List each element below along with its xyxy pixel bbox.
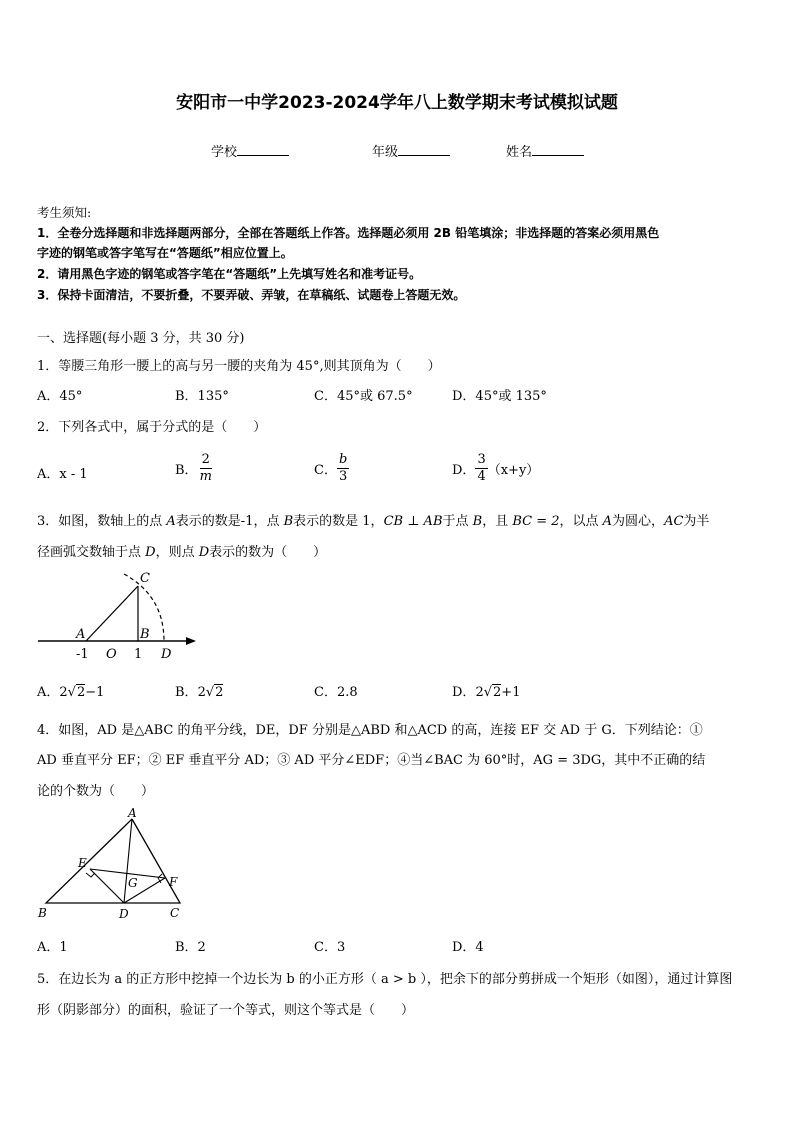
q3-text: 为圆心， <box>612 514 665 529</box>
number-line-arrow <box>186 637 196 645</box>
q1-option-a: A．45° <box>37 389 83 404</box>
notice-item-3: 3．保持卡面清洁，不要折叠，不要弄破、弄皱，在草稿纸、试题卷上答题无效。 <box>37 288 466 302</box>
q3-d-tail: +1 <box>501 685 521 700</box>
triangle-abc <box>46 819 180 903</box>
label-d: D <box>119 907 129 921</box>
q3-var-a: A <box>166 514 176 529</box>
name-label: 姓名 <box>506 145 533 160</box>
q3-b-radicand: 2 <box>215 685 224 700</box>
q3-text: ，以点 <box>559 514 603 529</box>
q1-option-d: D．45°或 135° <box>452 389 547 404</box>
q4-option-c: C．3 <box>314 940 346 955</box>
q3-var-d: D <box>198 545 210 560</box>
label-c: C <box>170 906 180 920</box>
q3-text: 3．如图，数轴上的点 <box>37 514 167 529</box>
q4-line-1: 4．如图，AD 是△ABC 的角平分线，DE，DF 分别是△ABD 和△ACD 的高，连接 EF 交 AD 于 G．下列结论：① <box>37 723 703 738</box>
q4-option-a: A．1 <box>37 940 68 955</box>
label-g: G <box>128 876 138 890</box>
q3-b-label: B． <box>175 685 198 700</box>
q2-c-label: C． <box>314 463 337 478</box>
q2-c-fraction <box>337 452 349 485</box>
q3-text: 于点 <box>442 514 473 529</box>
q3-number-line-figure <box>36 566 206 664</box>
q2-d-label: D． <box>452 463 476 478</box>
school-label: 学校 <box>211 145 238 160</box>
q2-d-den: 4 <box>477 469 486 484</box>
q3-a-label: A． <box>37 685 60 700</box>
label-b: B <box>140 627 150 642</box>
segment-ad <box>124 819 132 903</box>
q3-condition-perpendicular: CB ⊥ AB <box>383 514 443 529</box>
q3-option-a: A．2√2−1 <box>37 685 105 700</box>
q3-condition-bc: BC = 2 <box>512 514 560 529</box>
notice-item-1: 1．全卷分选择题和非选择题两部分，全部在答题纸上作答。选择题必须用 2B 铅笔填涂；非选择题的答案必须用黑色 <box>37 226 660 240</box>
q1-stem: 1．等腰三角形一腰上的高与另一腰的夹角为 45°,则其顶角为（ ） <box>37 359 441 374</box>
q2-option-d <box>452 452 539 485</box>
q3-line-2 <box>37 541 326 560</box>
q2-d-fraction <box>475 452 487 485</box>
q4-line-3: 论的个数为（ ） <box>37 784 155 799</box>
q3-text: ，则点 <box>155 545 199 560</box>
q3-line-1 <box>37 510 709 529</box>
q2-b-num: 2 <box>201 452 210 467</box>
q3-var-ac: AC <box>664 514 684 529</box>
notice-item-1-cont: 字迹的钢笔或答字笔写在“答题纸”相应位置上。 <box>37 246 293 260</box>
q1-option-c: C．45°或 67.5° <box>314 389 413 404</box>
q4-triangle-figure <box>34 805 194 923</box>
label-d: D <box>161 647 172 662</box>
name-field <box>506 141 584 160</box>
q2-b-label: B． <box>175 463 198 478</box>
q3-var-b: B <box>283 514 294 529</box>
q2-b-fraction <box>198 452 214 485</box>
notice-heading: 考生须知: <box>37 205 92 220</box>
q3-var-b: B <box>472 514 483 529</box>
q1-option-b: B．135° <box>175 389 229 404</box>
q3-d-radicand: 2 <box>493 685 502 700</box>
q3-option-d: D．2√2+1 <box>452 685 521 700</box>
label-neg1: -1 <box>76 647 89 662</box>
q3-text: 表示的数为（ ） <box>209 545 327 560</box>
q2-option-a: A．x - 1 <box>37 467 88 482</box>
q2-option-c <box>314 452 349 485</box>
exam-title: 安阳市一中学2023-2024学年八上数学期末考试模拟试题 <box>176 93 618 113</box>
label-a: A <box>76 627 86 642</box>
grade-field <box>372 141 450 160</box>
grade-label: 年级 <box>372 145 399 160</box>
q3-text: 径画弧交数轴于点 <box>37 545 146 560</box>
right-angle-e <box>86 873 95 877</box>
q2-stem: 2．下列各式中，属于分式的是（ ） <box>37 420 267 435</box>
q3-text: 表示的数是-1，点 <box>175 514 284 529</box>
q2-c-den: 3 <box>338 469 348 484</box>
grade-blank <box>398 143 450 156</box>
segment-ac <box>86 586 138 641</box>
q3-option-b: B．2√2 <box>175 685 224 700</box>
q4-option-b: B．2 <box>175 940 206 955</box>
q2-option-b <box>175 452 214 485</box>
q3-a-coef: 2 <box>59 685 68 700</box>
q3-text: 表示的数是 1， <box>293 514 384 529</box>
q2-c-num: b <box>338 452 348 467</box>
q3-a-tail: −1 <box>85 685 105 700</box>
name-blank <box>532 143 584 156</box>
q2-b-den: m <box>199 469 212 484</box>
q3-text: ，且 <box>482 514 513 529</box>
q3-b-coef: 2 <box>197 685 206 700</box>
label-b: B <box>38 906 47 920</box>
notice-item-2: 2．请用黑色字迹的钢笔或答字笔在“答题纸”上先填写姓名和准考证号。 <box>37 267 422 281</box>
q3-a-radicand: 2 <box>76 685 86 700</box>
label-f: F <box>169 875 178 889</box>
section-heading: 一、选择题(每小题 3 分，共 30 分) <box>37 331 245 346</box>
school-blank <box>237 143 289 156</box>
q3-text: 为半 <box>683 514 710 529</box>
q3-d-label: D． <box>452 685 476 700</box>
q3-var-d: D <box>145 545 156 560</box>
label-1: 1 <box>134 647 143 662</box>
label-c: C <box>140 571 150 586</box>
q5-line-2: 形（阴影部分）的面积，验证了一个等式，则这个等式是（ ） <box>37 1003 415 1018</box>
label-a: A <box>128 806 137 820</box>
q3-d-coef: 2 <box>475 685 484 700</box>
q5-line-1: 5．在边长为 a 的正方形中挖掉一个边长为 b 的小正方形（ a > b ），把余下的部分剪拼成一个矩形（如图），通过计算图 <box>37 972 733 987</box>
q3-option-c: C．2.8 <box>314 685 358 700</box>
segment-de <box>90 869 124 903</box>
label-e: E <box>78 856 87 870</box>
q4-option-d: D．4 <box>452 940 484 955</box>
q4-line-2: AD 垂直平分 EF；② EF 垂直平分 AD；③ AD 平分∠EDF；④当∠BAC 为 60°时，AG = 3DG，其中不正确的结 <box>37 753 706 768</box>
label-o: O <box>106 647 117 662</box>
q3-var-a: A <box>602 514 613 529</box>
q2-d-tail: （x+y） <box>487 463 540 478</box>
q2-d-num: 3 <box>477 452 486 467</box>
school-field <box>211 141 289 160</box>
